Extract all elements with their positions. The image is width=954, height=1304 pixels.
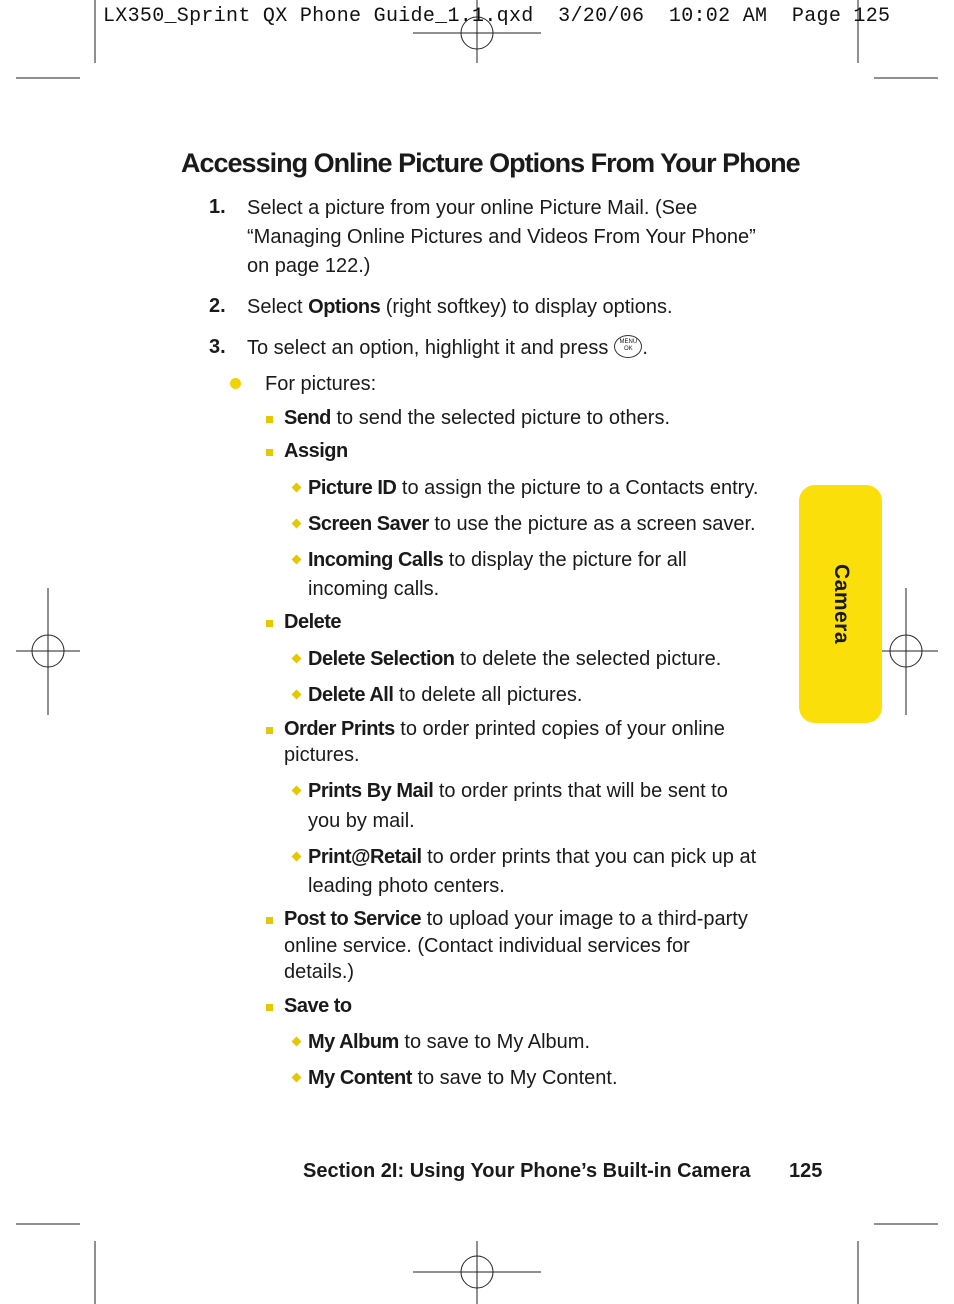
- step-number: 3.: [209, 336, 226, 358]
- item-order-prints-line-2: pictures.: [284, 744, 360, 766]
- item-assign: Assign: [284, 440, 348, 462]
- bullet-dot-icon: [230, 378, 241, 389]
- square-bullet-icon: [266, 620, 273, 627]
- item-post-to-service-line-2: online service. (Contact individual services for: [284, 935, 690, 957]
- menu-ok-key-icon: MENU OK: [614, 335, 642, 358]
- item-my-content: My Content to save to My Content.: [308, 1067, 618, 1089]
- item-screen-saver: Screen Saver to use the picture as a screen saver.: [308, 513, 756, 535]
- item-incoming-calls-line-2: incoming calls.: [308, 578, 440, 600]
- item-prints-by-mail: Prints By Mail to order prints that will be sent to: [308, 780, 728, 802]
- item-delete-all: Delete All to delete all pictures.: [308, 684, 583, 706]
- item-post-to-service: Post to Service to upload your image to a third-party: [284, 908, 748, 930]
- section-side-tab: [799, 485, 882, 723]
- step-1-line-3: on page 122.): [247, 255, 371, 277]
- step-2-text: Select Options (right softkey) to display options.: [247, 296, 673, 318]
- step-number: 1.: [209, 196, 226, 218]
- item-print-retail: Print@Retail to order prints that you can pick up at: [308, 846, 757, 868]
- square-bullet-icon: [266, 449, 273, 456]
- square-bullet-icon: [266, 416, 273, 423]
- item-picture-id: Picture ID to assign the picture to a Contacts entry.: [308, 477, 759, 499]
- item-delete-selection: Delete Selection to delete the selected picture.: [308, 648, 722, 670]
- step-1-line-1: Select a picture from your online Picture Mail. (See: [247, 197, 698, 219]
- square-bullet-icon: [266, 917, 273, 924]
- item-delete: Delete: [284, 611, 342, 633]
- square-bullet-icon: [266, 727, 273, 734]
- item-print-retail-line-2: leading photo centers.: [308, 875, 505, 897]
- for-pictures-label: For pictures:: [265, 373, 377, 395]
- item-post-to-service-line-3: details.): [284, 961, 355, 983]
- page-title: Accessing Online Picture Options From Your Phone: [181, 148, 800, 178]
- footer-section-title: Section 2I: Using Your Phone’s Built-in Camera: [303, 1160, 751, 1182]
- file-slug: LX350_Sprint QX Phone Guide_1.1.qxd 3/20/06 10:02 AM Page 125: [103, 5, 891, 28]
- item-prints-by-mail-line-2: you by mail.: [308, 810, 415, 832]
- item-send: Send to send the selected picture to others.: [284, 407, 670, 429]
- step-1-line-2: “Managing Online Pictures and Videos From Your Phone”: [247, 226, 756, 248]
- side-tab-label: Camera: [830, 563, 853, 645]
- step-number: 2.: [209, 295, 226, 317]
- item-order-prints: Order Prints to order printed copies of your online: [284, 718, 725, 740]
- square-bullet-icon: [266, 1004, 273, 1011]
- item-my-album: My Album to save to My Album.: [308, 1031, 591, 1053]
- item-save-to: Save to: [284, 995, 352, 1017]
- page-number: 125: [789, 1160, 823, 1182]
- step-3-text: To select an option, highlight it and press MENU OK .: [247, 337, 648, 359]
- item-incoming-calls: Incoming Calls to display the picture for all: [308, 549, 687, 571]
